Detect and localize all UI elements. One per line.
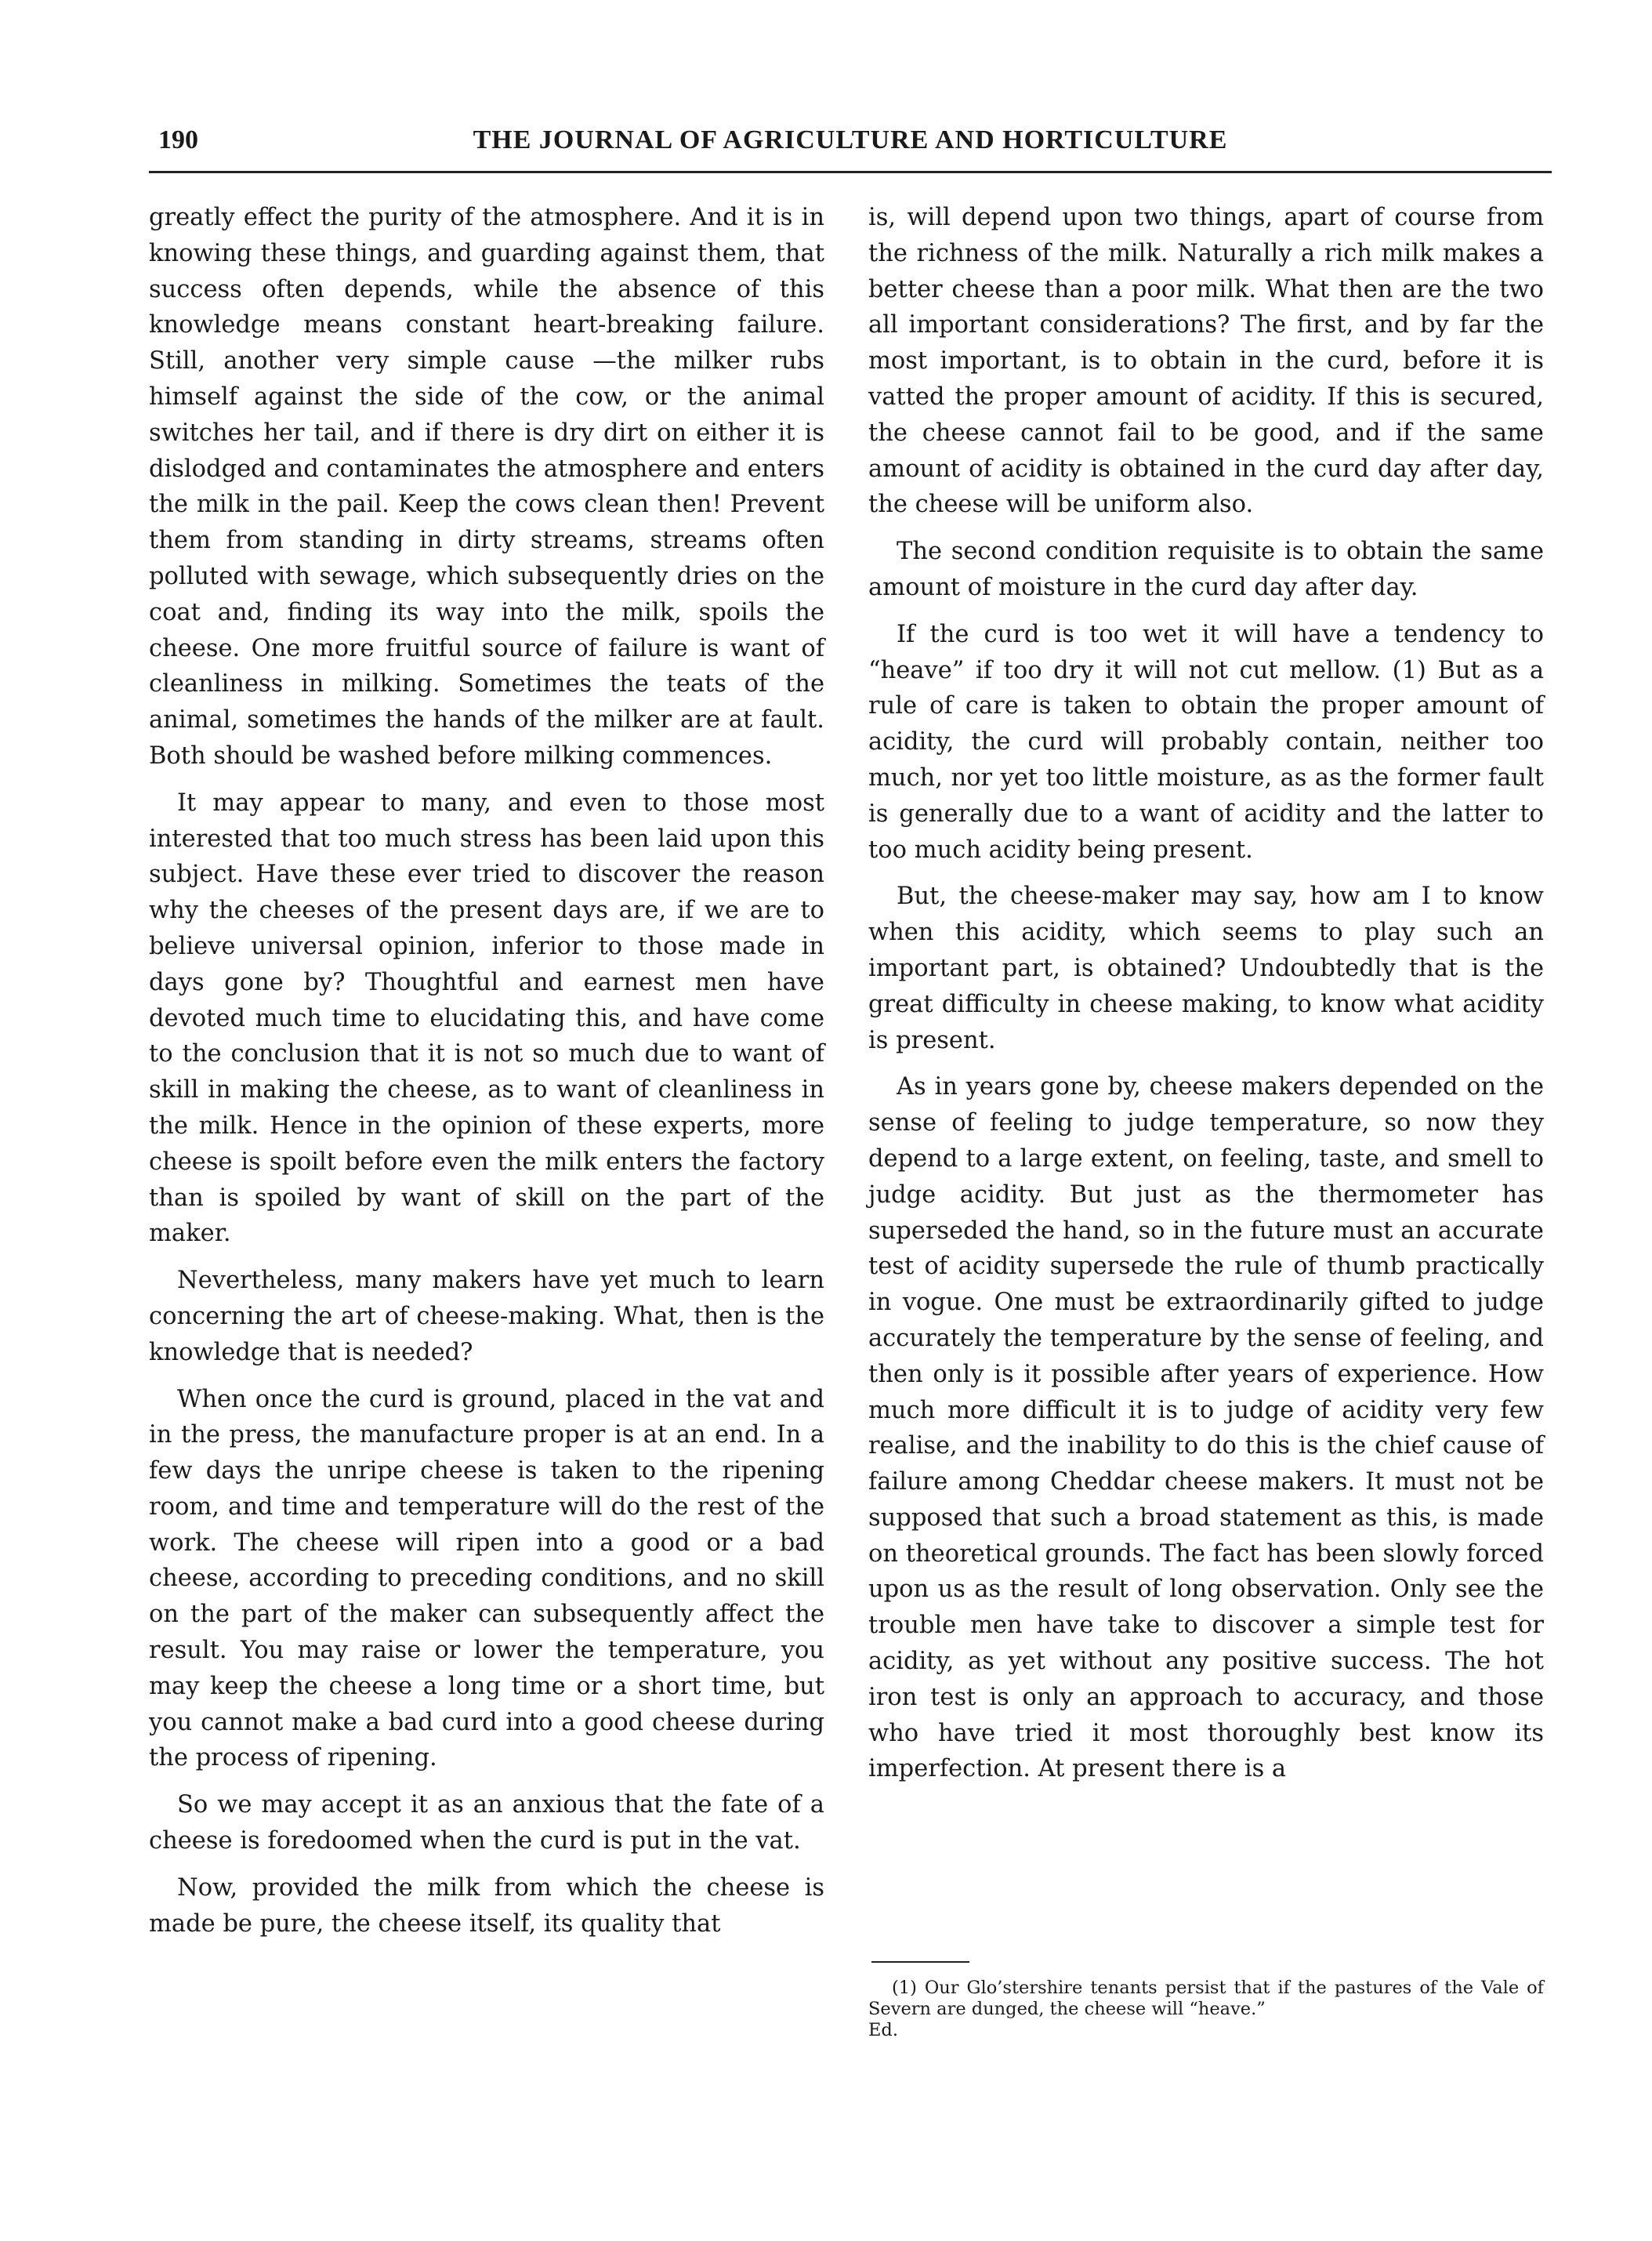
paragraph: But, the cheese-maker may say, how am I to know when this acidity, which seems to play such an important part, is obtained? Undoubtedly that is the great difficulty in cheese making, to know what acidity is present. bbox=[868, 883, 1544, 1054]
paragraph: As in years gone by, cheese makers depended on the sense of feeling to judge temperature, so now they depend to a large extent, on feeling, taste, and smell to judge acidity. But just as the thermometer has superseded the hand, so in the future must an accurate test of acidity supersede the rule of thumb practically in vogue. One must be extraordinarily gifted to judge accurately the temperature by the sense of feeling, and then only is it possible after years of experience. How much more difficult it is to judge of acidity very few realise, and the inability to do this is the chief cause of failure among Cheddar cheese makers. It must not be supposed that such a broad statement as this, is made on theoretical grounds. The fact has been slowly forced upon us as the result of long observation. Only see the trouble men have take to discover a simple test for acidity, as yet without any positive success. The hot iron test is only an approach to accuracy, and those who have tried it most thoroughly best know its imperfection. At present there is a bbox=[868, 1073, 1544, 1783]
paragraph: It may appear to many, and even to those most interested that too much stress has been laid upon this subject. Have these ever tried to discover the reason why the cheeses of the present days are, if we are to believe universal opinion, inferior to those made in days gone by? Thoughtful and earnest men have devoted much time to elucidating this, and have come to the conclusion that it is not so much due to want of skill in making the cheese, as to want of cleanliness in the milk. Hence in the opinion of these experts, more cheese is spoilt before even the milk enters the factory than is spoiled by want of skill on the part of the maker. bbox=[149, 789, 824, 1248]
footnote-rule bbox=[871, 1961, 969, 1963]
page-header bbox=[149, 118, 1552, 165]
paragraph: So we may accept it as an anxious that the fate of a cheese is foredoomed when the curd is put in the vat. bbox=[149, 1791, 824, 1855]
paragraph: If the curd is too wet it will have a tendency to “heave” if too dry it will not cut mellow. (1) But as a rule of care is taken to obtain the proper amount of acidity, the curd will probably contain, neither too much, nor yet too little moisture, as as the former fault is generally due to a want of acidity and the latter to too much acidity being present. bbox=[868, 620, 1544, 864]
right-column bbox=[868, 200, 1544, 1798]
paragraph: Now, provided the milk from which the cheese is made be pure, the cheese itself, its quality that bbox=[149, 1873, 824, 1938]
paragraph: Nevertheless, many makers have yet much to learn concerning the art of cheese-making. What, then is the knowledge that is needed? bbox=[149, 1267, 824, 1366]
header-rule bbox=[149, 171, 1552, 173]
paragraph: is, will depend upon two things, apart of course from the richness of the milk. Naturally a rich milk makes a better cheese than a poor milk. What then are the two all important considerations? The first, and by far the most important, is to obtain in the curd, before it is vatted the proper amount of acidity. If this is secured, the cheese cannot fail to be good, and if the same amount of acidity is obtained in the curd day after day, the cheese will be uniform also. bbox=[868, 204, 1544, 519]
footnote bbox=[868, 1978, 1544, 2041]
footnote-signature: Ed. bbox=[868, 2020, 898, 2040]
paragraph: The second condition requisite is to obtain the same amount of moisture in the curd day after day. bbox=[868, 538, 1544, 601]
paragraph: greatly effect the purity of the atmosphere. And it is in knowing these things, and guarding against them, that success often depends, while the absence of this knowledge means constant heart-breaking failure. Still, another very simple cause —the milker rubs himself against the side of the cow, or the animal switches her tail, and if there is dry dirt on either it is dislodged and contaminates the atmosphere and enters the milk in the pail. Keep the cows clean then! Prevent them from standing in dirty streams, streams often polluted with sewage, which subsequently dries on the coat and, finding its way into the milk, spoils the cheese. One more fruitful source of failure is want of cleanliness in milking. Sometimes the teats of the animal, sometimes the hands of the milker are at fault. Both should be washed before milking commences. bbox=[149, 204, 824, 770]
paragraph: When once the curd is ground, placed in the vat and in the press, the manufacture proper is at an end. In a few days the unripe cheese is taken to the ripening room, and time and temperature will do the rest of the work. The cheese will ripen into a good or a bad cheese, according to preceding conditions, and no skill on the part of the maker can subsequently affect the result. You may raise or lower the temperature, you may keep the cheese a long time or a short time, but you cannot make a bad curd into a good cheese during the process of ripening. bbox=[149, 1385, 824, 1772]
left-column bbox=[149, 200, 824, 1953]
page-number: 190 bbox=[158, 125, 198, 154]
footnote-text: (1) Our Glo’stershire tenants persist that if the pastures of the Vale of Severn are dunged, the cheese will “heave.” bbox=[868, 1978, 1544, 2019]
running-head: THE JOURNAL OF AGRICULTURE AND HORTICULTURE bbox=[473, 125, 1228, 154]
